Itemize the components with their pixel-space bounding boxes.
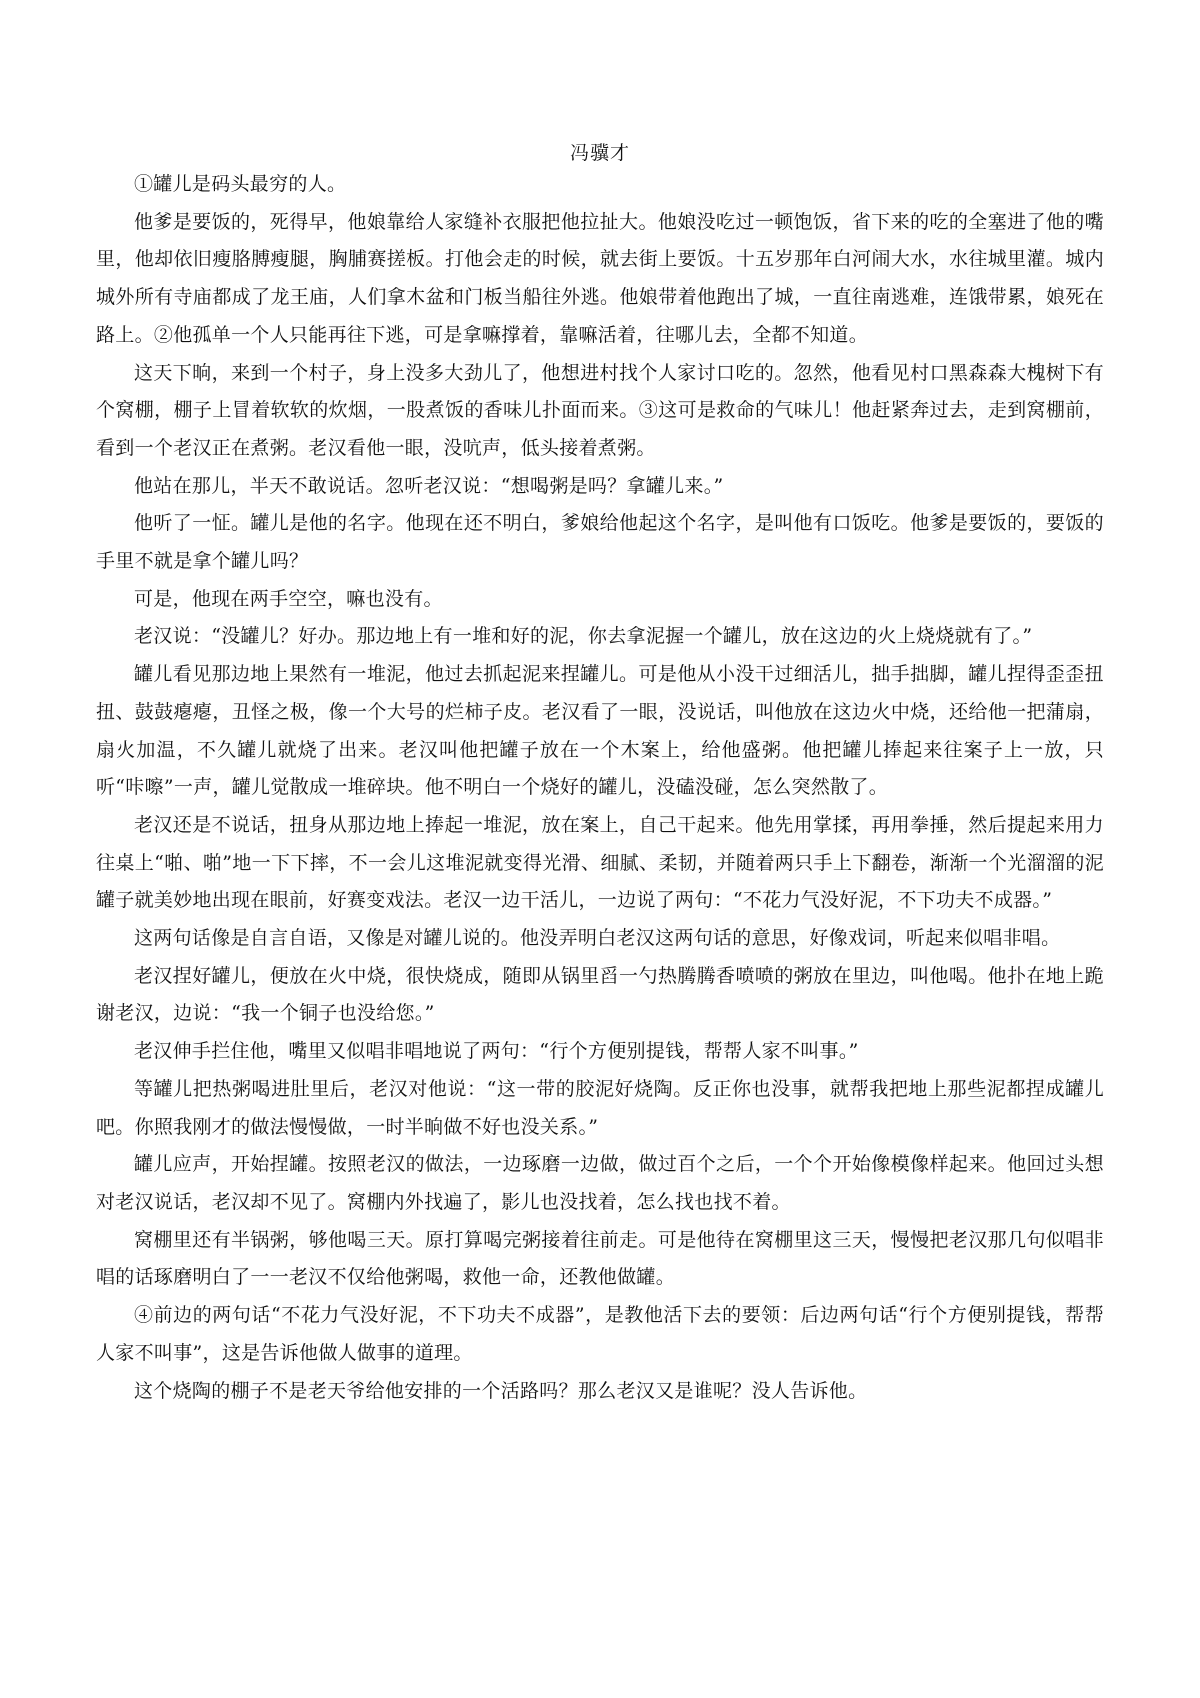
- paragraph: 这天下晌，来到一个村子，身上没多大劲儿了，他想进村找个人家讨口吃的。忽然，他看见村口黑森森大槐树下有个窝棚，棚子上冒着软软的炊烟，一股煮饭的香味儿扑面而来。③这可是救命的气味儿！他赶紧奔过去，走到窝棚前，看到一个老汉正在煮粥。老汉看他一眼，没吭声，低头接着煮粥。: [96, 361, 1104, 459]
- paragraph: ④前边的两句话“不花力气没好泥，不下功夫不成器”，是教他活下去的要领：后边两句话“行个方便别提钱，帮帮人家不叫事”，这是告诉他做人做事的道理。: [96, 1304, 1104, 1364]
- paragraph: 这两句话像是自言自语，又像是对罐儿说的。他没弄明白老汉这两句话的意思，好像戏词，听起来似唱非唱。: [134, 927, 1061, 950]
- paragraph: 老汉说：“没罐儿？好办。那边地上有一堆和好的泥，你去拿泥握一个罐儿，放在这边的火上烧烧就有了。”: [134, 625, 1033, 648]
- paragraph: 罐儿看见那边地上果然有一堆泥，他过去抓起泥来捏罐儿。可是他从小没干过细活儿，拙手拙脚，罐儿捏得歪歪扭扭、鼓鼓瘪瘪，丑怪之极，像一个大号的烂柿子皮。老汉看了一眼，没说话，叫他放在这边火中烧，还给他一把蒲扇，扇火加温，不久罐儿就烧了出来。老汉叫他把罐子放在一个木案上，给他盛粥。他把罐儿捧起来往案子上一放，只听“咔嚓”一声，罐儿觉散成一堆碎块。他不明白一个烧好的罐儿，没磕没碰，怎么突然散了。: [96, 663, 1104, 799]
- paragraph: 这个烧陶的棚子不是老天爷给他安排的一个活路吗？那么老汉又是谁呢？没人告诉他。: [134, 1379, 868, 1402]
- author-name: 冯骥才: [569, 142, 630, 164]
- paragraph: 他爹是要饭的，死得早，他娘靠给人家缝补衣服把他拉扯大。他娘没吃过一顿饱饭，省下来的吃的全塞进了他的嘴里，他却依旧瘦胳膊瘦腿，胸脯赛搓板。打他会走的时候，就去街上要饭。十五岁那年白河闹大水，水往城里灌。城内城外所有寺庙都成了龙王庙，人们拿木盆和门板当船往外逃。他娘带着他跑出了城，一直往南逃难，连饿带累，娘死在路上。②他孤单一个人只能再往下逃，可是拿嘛撑着，靠嘛活着，往哪儿去，全都不知道。: [96, 210, 1104, 346]
- paragraph: 老汉捏好罐儿，便放在火中烧，很快烧成，随即从锅里舀一勺热腾腾香喷喷的粥放在里边，叫他喝。他扑在地上跪谢老汉，边说：“我一个铜子也没给您。”: [96, 964, 1104, 1025]
- paragraph: 窝棚里还有半锅粥，够他喝三天。原打算喝完粥接着往前走。可是他待在窝棚里这三天，慢慢把老汉那几句似唱非唱的话琢磨明白了一一老汉不仅给他粥喝，救他一命，还教他做罐。: [96, 1228, 1104, 1289]
- paragraph: 罐儿应声，开始捏罐。按照老汉的做法，一边琢磨一边做，做过百个之后，一个个开始像模像样起来。他回过头想对老汉说话，老汉却不见了。窝棚内外找遍了，影儿也没找着，怎么找也找不着。: [96, 1153, 1104, 1213]
- paragraph: 老汉伸手拦住他，嘴里又似唱非唱地说了两句：“行个方便别提钱，帮帮人家不叫事。”: [134, 1040, 859, 1063]
- paragraph: 可是，他现在两手空空，嘛也没有。: [134, 587, 443, 610]
- paragraph: 老汉还是不说话，扭身从那边地上捧起一堆泥，放在案上，自己干起来。他先用掌揉，再用拳捶，然后提起来用力往桌上“啪、啪”地一下下摔，不一会儿这堆泥就变得光滑、细腻、柔韧，并随着两只手上下翻卷，渐渐一个光溜溜的泥罐子就美妙地出现在眼前，好赛变戏法。老汉一边干活儿，一边说了两句：“不花力气没好泥，不下功夫不成器。”: [96, 813, 1104, 912]
- paragraph: 他听了一怔。罐儿是他的名字。他现在还不明白，爹娘给他起这个名字，是叫他有口饭吃。他爹是要饭的，要饭的手里不就是拿个罐儿吗？: [96, 512, 1104, 573]
- story-body: [96, 166, 1104, 1410]
- paragraph: ①罐儿是码头最穷的人。: [134, 173, 347, 195]
- paragraph: 他站在那儿，半天不敢说话。忽听老汉说：“想喝粥是吗？拿罐儿来。”: [134, 474, 724, 497]
- paragraph: 等罐儿把热粥喝进肚里后，老汉对他说：“这一带的胶泥好烧陶。反正你也没事，就帮我把地上那些泥都捏成罐儿吧。你照我刚才的做法慢慢做，一时半晌做不好也没关系。”: [96, 1077, 1104, 1138]
